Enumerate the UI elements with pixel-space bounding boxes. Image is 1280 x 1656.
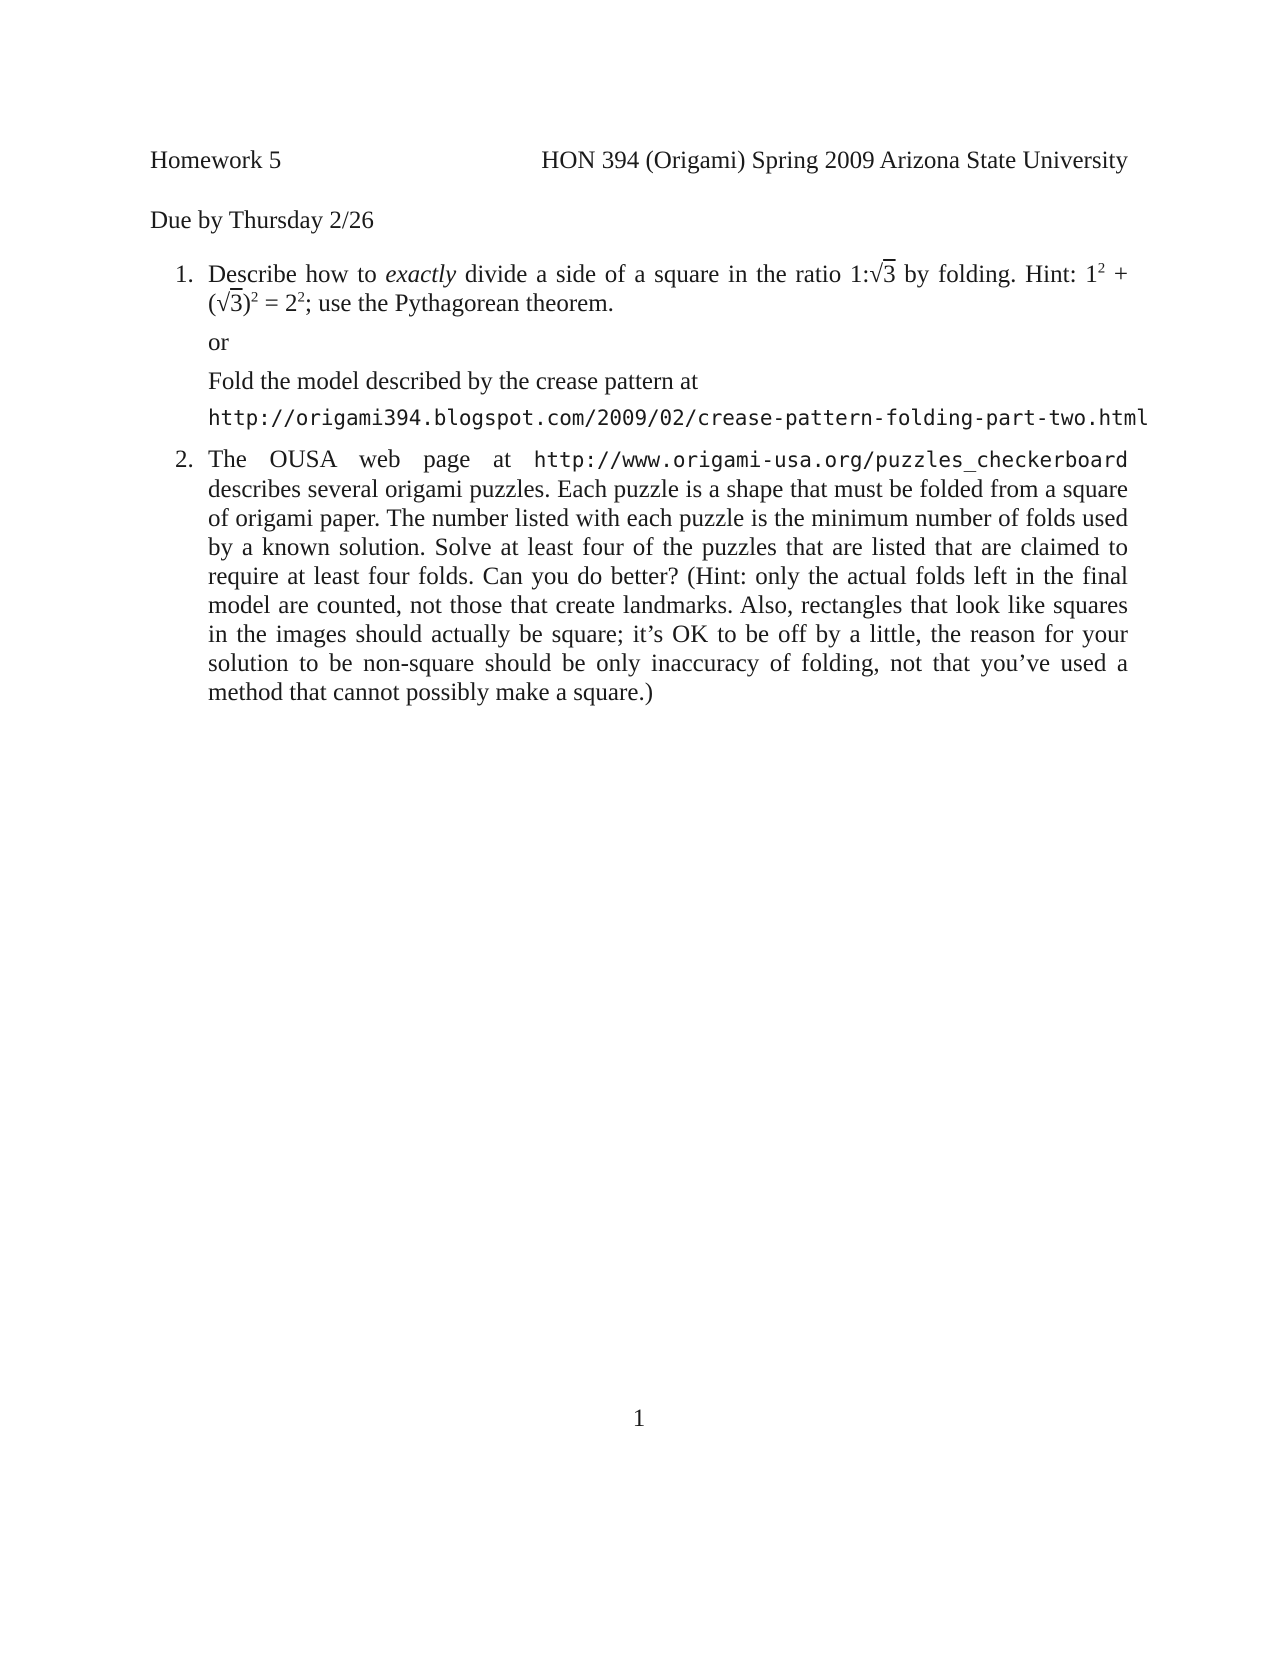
hint-tail: ; use the Pythagorean theorem. [305, 290, 614, 317]
problem-text-part: The OUSA web page at [208, 446, 534, 473]
hint-sqrt-value: 3 [230, 290, 243, 317]
page-number: 1 [632, 1405, 646, 1432]
hint-plus: + ( [208, 261, 1129, 317]
or-separator: or [208, 329, 229, 356]
problem-text [208, 260, 1128, 318]
hint-close-paren: ) [242, 290, 251, 317]
hint-exponent-2: 2 [250, 289, 259, 306]
problem-1 [175, 260, 1149, 433]
crease-pattern-url[interactable]: http://origami394.blogspot.com/2009/02/crease-pattern-folding-part-two.html [208, 406, 1149, 430]
sqrt-value: 3 [883, 261, 896, 288]
problem-list [175, 260, 1149, 719]
document-header [150, 146, 1128, 176]
emphasis-exactly: exactly [385, 261, 457, 288]
hint-exponent: 2 [1097, 260, 1106, 277]
sqrt-symbol: √ [869, 261, 884, 288]
problem-text [208, 445, 1128, 707]
problem-number: 2. [175, 446, 194, 473]
hint-sqrt-symbol: √ [216, 290, 231, 317]
problem-2 [175, 445, 1128, 707]
problem-number: 1. [175, 261, 194, 288]
problem-text-part: describes several origami puzzles. Each puzzle is a shape that must be folded from a square of origami paper. The number listed with each puzzle is the minimum number of folds used by a known solution. Solve at least four of the puzzles that are listed that are claimed to require at least four folds. Can you do better? (Hint: only the actual folds left in the final model are counted, not those that create landmarks. Also, rectangles that look like squares in the images should actually be square; it’s OK to be off by a little, the reason for your solution to be non-square should be only inaccuracy of folding, not that you’ve used a method that cannot possibly make a square.) [208, 476, 1128, 706]
homework-title: Homework 5 [150, 147, 282, 174]
problem-text-part: divide a side of a square in the ratio 1: [456, 261, 870, 288]
hint-base: 1 [1085, 261, 1098, 288]
problem-text-part: Describe how to [208, 261, 386, 288]
course-info: HON 394 (Origami) Spring 2009 Arizona State University [541, 147, 1128, 174]
ousa-url[interactable]: http://www.origami-usa.org/puzzles_checkerboard [533, 448, 1128, 472]
hint-exponent-3: 2 [297, 289, 305, 306]
fold-instruction: Fold the model described by the crease pattern at [208, 368, 699, 395]
due-date: Due by Thursday 2/26 [150, 207, 374, 234]
problem-text-part: by folding. Hint: [895, 261, 1086, 288]
hint-equals: = 2 [258, 290, 298, 317]
